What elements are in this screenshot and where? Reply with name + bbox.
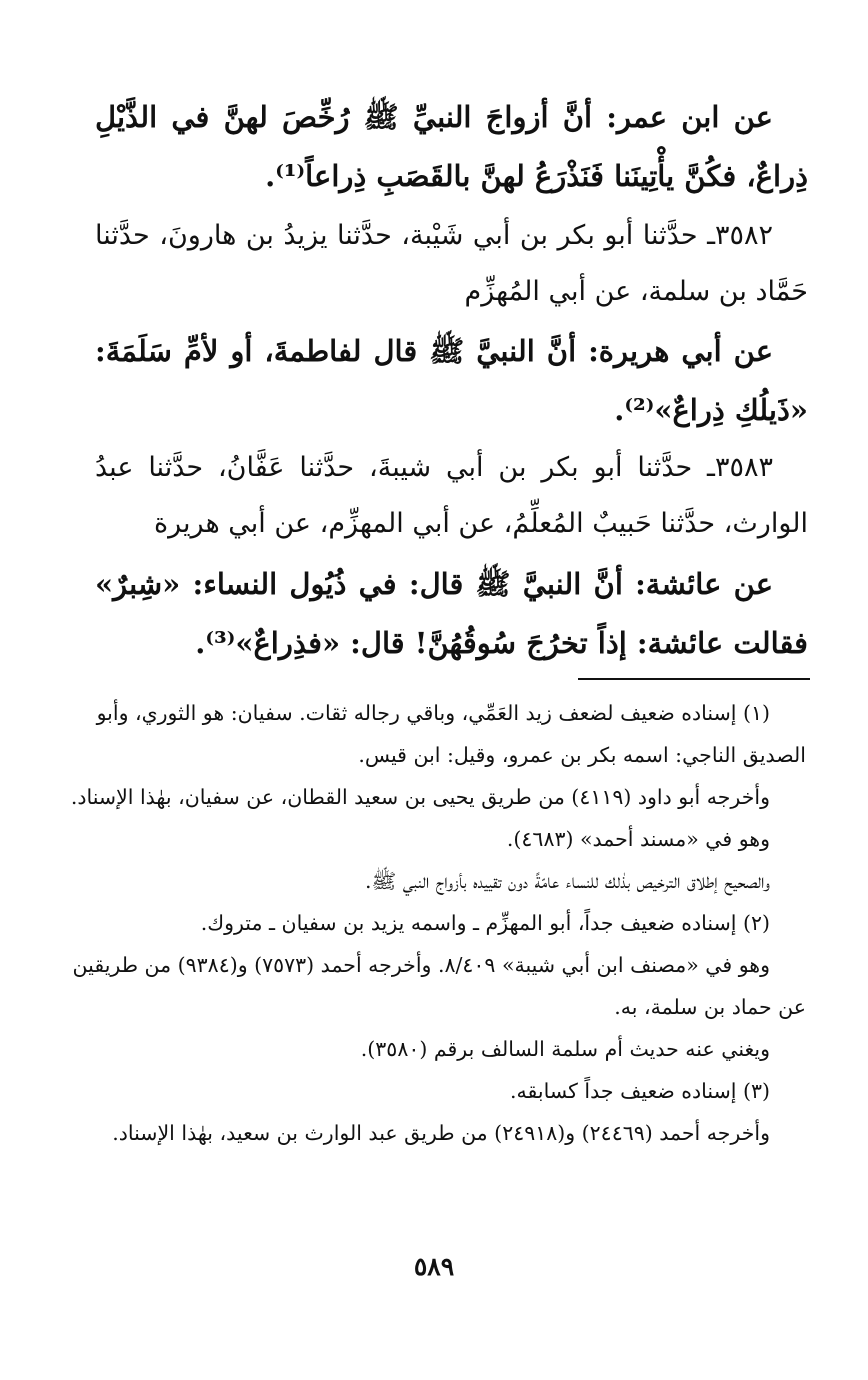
hadith-3583-isnad (95, 440, 808, 552)
footnote-2-text: (٢) إسناده ضعيف جداً، أبو المهزِّم ـ واسمه يزيد بن سفيان ـ متروك. (200, 911, 770, 935)
footnote-1-text: وأخرجه أبو داود (٤١١٩) من طريق يحيى بن سعيد القطان، عن سفيان، بهٰذا الإسناد. (70, 785, 770, 809)
isnad-text: ٣٥٨٣ـ حدَّثنا أبو بكر بن أبي شيبةَ، حدَّثنا عَفَّانُ، حدَّثنا عبدُ الوارث، حدَّثنا حَبيبٌ المُعلِّمُ، عن أبي المهزِّم، عن أبي هريرة (95, 452, 808, 539)
footnote-1-text: (١) إسناده ضعيف لضعف زيد العَمِّي، وباقي رجاله ثقات. سفيان: هو الثوري، وأبو الصديق الناجي: اسمه بكر بن عمرو، وقيل: ابن قيس. (96, 701, 806, 767)
footnote-2-text: ويغني عنه حديث أم سلمة السالف برقم (٣٥٨٠). (360, 1037, 770, 1061)
page-number: ٥٨٩ (413, 1252, 455, 1281)
hadith-text-3582 (95, 322, 808, 440)
footnote-1-text: والصحيح إطلاق الترخيص بذٰلك للنساء عامّةً دون تقييده بأزواج النبي ﷺ. (365, 869, 770, 893)
footnote-3-text: (٣) إسناده ضعيف جداً كسابقه. (510, 1079, 770, 1103)
hadith-text-3583 (95, 555, 808, 673)
hadith-matn: عن ابن عمر: أنَّ أزواجَ النبيِّ ﷺ رُخِّصَ لهنَّ في الذَّيْلِ ذِراعٌ، فكُنَّ يأْتِينَنا فَنَذْرَعُ لهنَّ بالقَصَبِ ذِراعاً⁽¹⁾. (95, 100, 808, 193)
footnote-1-text: وهو في «مسند أحمد» (٤٦٨٣). (506, 827, 770, 851)
hadith-3582-isnad (95, 208, 808, 320)
footnote-3-text: وأخرجه أحمد (٢٤٤٦٩) و(٢٤٩١٨) من طريق عبد الوارث بن سعيد، بهٰذا الإسناد. (112, 1121, 770, 1145)
footnotes (58, 692, 806, 1154)
hadith-matn: عن عائشة: أنَّ النبيَّ ﷺ قال: في ذُيُول النساء: «شِبرٌ» فقالت عائشة: إذاً تخرُجَ سُوقُهُنَّ! قال: «فذِراعٌ»⁽³⁾. (95, 567, 808, 660)
footnote-divider (578, 678, 810, 680)
isnad-text: ٣٥٨٢ـ حدَّثنا أبو بكر بن أبي شَيْبة، حدَّثنا يزيدُ بن هارونَ، حدَّثنا حَمَّاد بن سلمة، عن أبي المُهزِّم (95, 220, 808, 307)
hadith-matn: عن أبي هريرة: أنَّ النبيَّ ﷺ قال لفاطمةَ، أو لأمِّ سَلَمَةَ: «ذَيلُكِ ذِراعٌ»⁽²⁾. (95, 334, 808, 427)
footnote-2-text: وهو في «مصنف ابن أبي شيبة» ٨/٤٠٩. وأخرجه أحمد (٧٥٧٣) و(٩٣٨٤) من طريقين عن حماد بن سلمة، به. (72, 953, 806, 1019)
hadith-text-3581 (95, 88, 808, 206)
